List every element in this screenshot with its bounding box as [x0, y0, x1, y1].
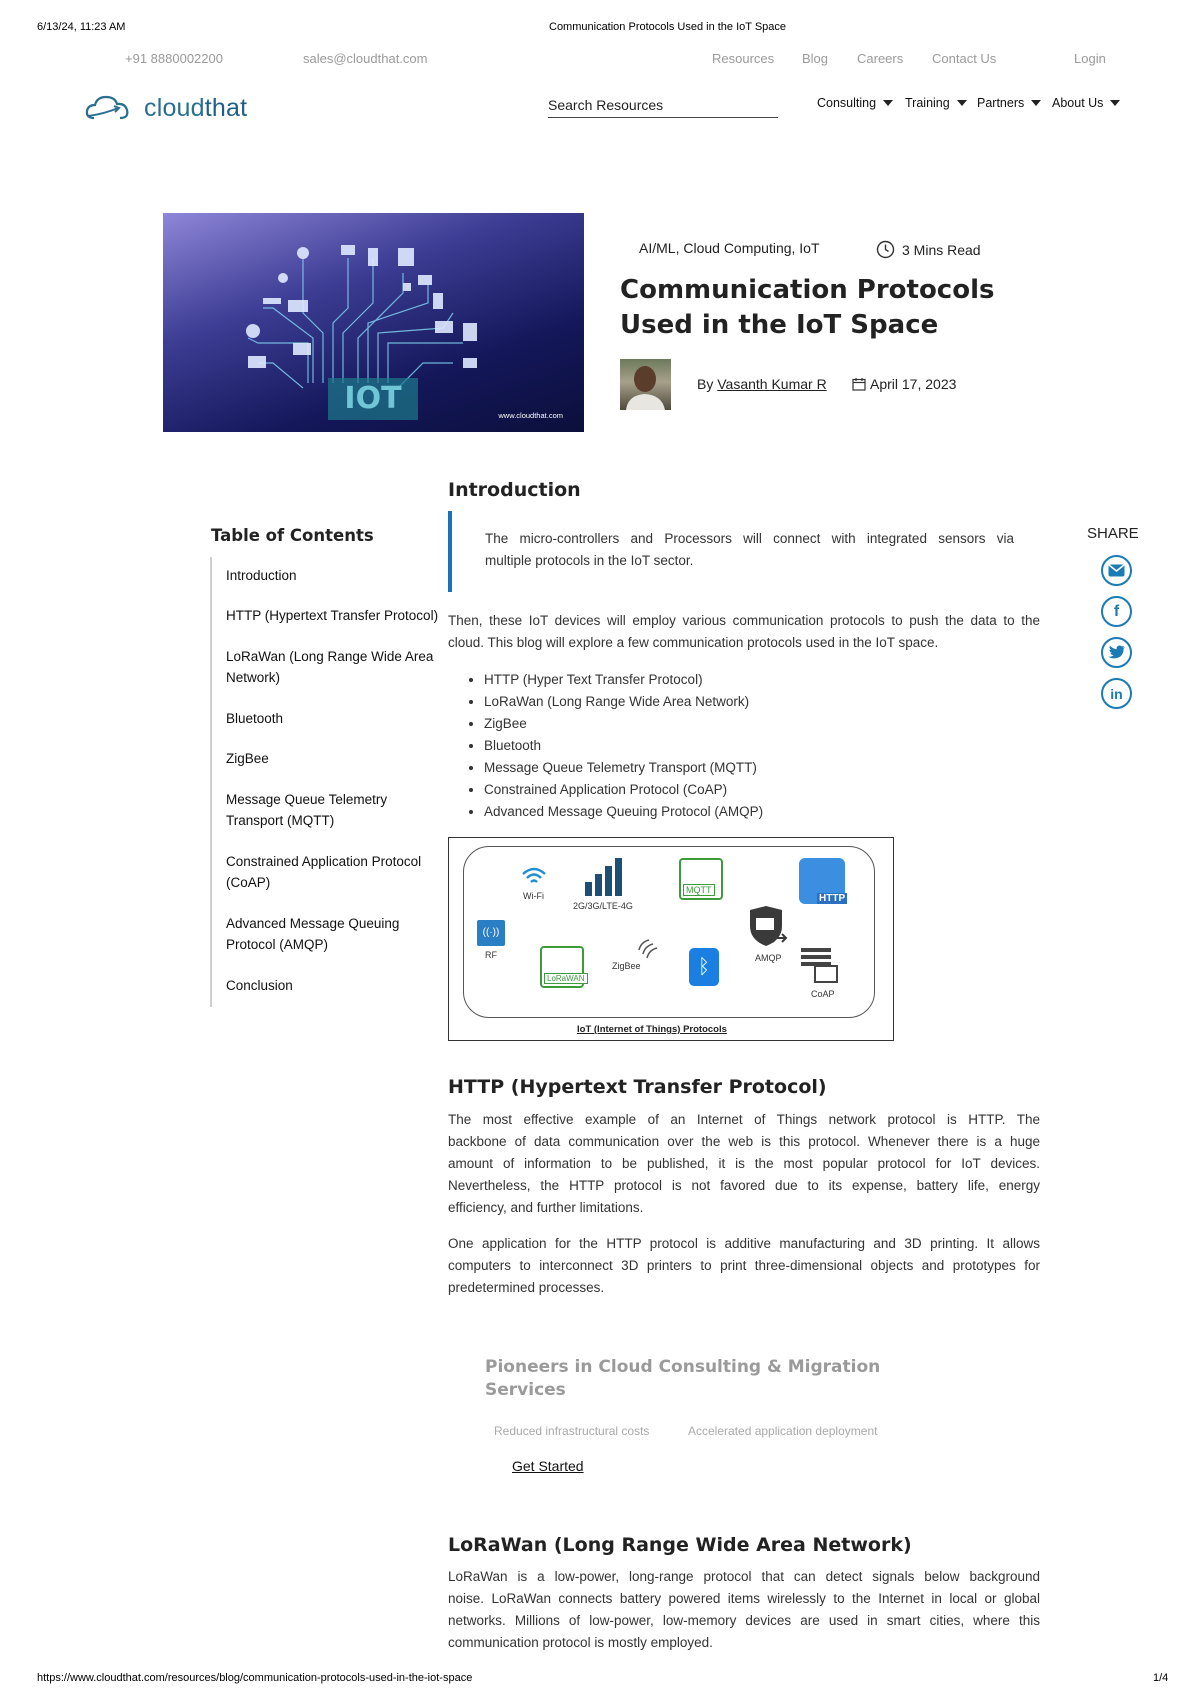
search-placeholder: Search Resources	[548, 97, 664, 113]
list-item: • Message Queue Telemetry Transport (MQTT)	[484, 757, 1008, 779]
toc-item-conclusion[interactable]: Conclusion	[226, 978, 293, 993]
wifi-icon	[521, 866, 547, 886]
chevron-down-icon	[883, 100, 893, 106]
hero-watermark: www.cloudthat.com	[498, 411, 563, 420]
hero-image-text: IOT	[344, 381, 402, 416]
facebook-icon[interactable]: f	[1101, 596, 1132, 627]
toc-item-http[interactable]: HTTP (Hypertext Transfer Protocol)	[226, 608, 439, 623]
get-started-link[interactable]: Get Started	[512, 1458, 584, 1474]
http-paragraph-1: The most effective example of an Internet of Things network protocol is HTTP. The backbone of data communication over the web is this protocol. Whenever there is a huge amount of information to be published, it is the most popular protocol for IoT devices. Nevertheless, the HTTP protocol is not favored due to its expense, battery life, energy efficiency, and further limitations.	[448, 1112, 1040, 1215]
intro-paragraph: Then, these IoT devices will employ various communication protocols to push the data to the cloud. This blog will explore a few communication protocols used in the IoT space.	[448, 613, 1040, 650]
site-logo[interactable]	[84, 88, 284, 128]
calendar-icon	[852, 377, 866, 391]
nav-resources[interactable]: Resources	[712, 51, 775, 66]
list-item: • Bluetooth	[484, 735, 1008, 757]
mqtt-icon: MQTT	[679, 858, 723, 900]
label-wifi: Wi-Fi	[523, 891, 544, 901]
article-title: Communication Protocols Used in the IoT Space	[620, 275, 995, 340]
heading-lorawan: LoRaWan (Long Range Wide Area Network)	[448, 1534, 912, 1556]
list-item: • ZigBee	[484, 713, 1008, 735]
chevron-down-icon	[1031, 100, 1041, 106]
iot-protocols-diagram	[448, 837, 894, 1041]
bluetooth-icon: ᛒ	[689, 948, 719, 986]
http-icon: HTTP	[799, 858, 845, 904]
table-of-contents	[210, 557, 450, 1007]
menu-partners[interactable]: Partners	[977, 96, 1041, 110]
list-item: • Constrained Application Protocol (CoAP)	[484, 779, 1008, 801]
hero-image	[163, 213, 584, 432]
toc-item-lorawan[interactable]: LoRaWan (Long Range Wide Area Network)	[226, 649, 434, 685]
lorawan-paragraph-1: LoRaWan is a low-power, long-range protocol that can detect signals below background noise. LoRaWan connects battery powered items wirelessly to the Internet in local or global networks. Millions of low-power, low-memory devices are used in smart cities, where this communication protocol is mostly employed.	[448, 1569, 1040, 1650]
print-url: https://www.cloudthat.com/resources/blog/communication-protocols-used-in-the-iot-space	[37, 1672, 473, 1684]
print-doc-title: Communication Protocols Used in the IoT Space	[549, 21, 787, 33]
amqp-shield-icon	[744, 906, 790, 950]
diagram-caption: IoT (Internet of Things) Protocols	[577, 1024, 727, 1035]
menu-about-us[interactable]: About Us	[1052, 96, 1120, 110]
email-link[interactable]: sales@cloudthat.com	[303, 51, 428, 66]
logo-wordmark: cloudthat	[144, 93, 248, 122]
lorawan-icon: LoRaWAN	[540, 946, 584, 988]
nav-careers[interactable]: Careers	[857, 51, 904, 66]
read-time: 3 Mins Read	[876, 240, 981, 259]
http-paragraph-2: One application for the HTTP protocol is additive manufacturing and 3D printing. It allows computers to interconnect 3D printers to print three-dimensional objects and prototypes for predetermined processes.	[448, 1236, 1040, 1295]
share-label: SHARE	[1087, 525, 1139, 542]
toc-item-bluetooth[interactable]: Bluetooth	[226, 711, 284, 726]
menu-training[interactable]: Training	[905, 96, 967, 110]
email-icon[interactable]	[1101, 555, 1132, 586]
promo-title: Pioneers in Cloud Consulting & Migration Services	[485, 1357, 881, 1400]
cloud-logo-icon	[84, 90, 140, 126]
list-item: • HTTP (Hyper Text Transfer Protocol)	[484, 669, 1008, 691]
login-link[interactable]: Login	[1074, 51, 1106, 66]
list-item: • Advanced Message Queuing Protocol (AMQP)	[484, 801, 1008, 823]
toc-item-introduction[interactable]: Introduction	[226, 568, 297, 583]
print-datetime: 6/13/24, 11:23 AM	[37, 21, 126, 33]
toc-title: Table of Contents	[211, 526, 374, 545]
protocol-list	[448, 669, 1008, 823]
toc-item-zigbee[interactable]: ZigBee	[226, 751, 269, 766]
list-item: • LoRaWan (Long Range Wide Area Network)	[484, 691, 1008, 713]
article-categories[interactable]: AI/ML, Cloud Computing, IoT	[639, 240, 820, 256]
rf-antenna-icon: ((·))	[477, 920, 505, 946]
toc-item-amqp[interactable]: Advanced Message Queuing Protocol (AMQP)	[226, 916, 400, 952]
author-link[interactable]: Vasanth Kumar R	[717, 376, 827, 392]
byline: By Vasanth Kumar R	[697, 376, 827, 392]
promo-benefit-1: Reduced infrastructural costs	[494, 1424, 650, 1438]
print-page-number: 1/4	[1153, 1672, 1169, 1684]
search-input[interactable]	[548, 97, 778, 118]
chevron-down-icon	[1110, 100, 1120, 106]
coap-document-icon	[799, 946, 841, 984]
intro-blockquote: The micro-controllers and Processors will connect with integrated sensors via multiple protocols in the IoT sector.	[448, 511, 1014, 592]
label-amqp: AMQP	[755, 953, 782, 963]
zigbee-signal-icon	[635, 936, 663, 960]
cellular-signal-icon	[583, 856, 627, 896]
promo-benefit-2: Accelerated application deployment	[688, 1424, 878, 1438]
chevron-down-icon	[957, 100, 967, 106]
toc-item-coap[interactable]: Constrained Application Protocol (CoAP)	[226, 854, 422, 890]
toc-item-mqtt[interactable]: Message Queue Telemetry Transport (MQTT)	[226, 792, 388, 828]
nav-contact-us[interactable]: Contact Us	[932, 51, 997, 66]
heading-http: HTTP (Hypertext Transfer Protocol)	[448, 1076, 827, 1098]
linkedin-icon[interactable]: in	[1101, 678, 1132, 709]
author-avatar	[620, 359, 671, 410]
clock-icon	[876, 240, 895, 259]
menu-consulting[interactable]: Consulting	[817, 96, 893, 110]
nav-blog[interactable]: Blog	[802, 51, 829, 66]
label-coap: CoAP	[811, 989, 835, 999]
heading-introduction: Introduction	[448, 479, 581, 501]
phone-link[interactable]: +91 8880002200	[125, 51, 223, 66]
label-zigbee: ZigBee	[612, 961, 641, 971]
label-rf: RF	[485, 950, 497, 960]
label-cellular: 2G/3G/LTE-4G	[573, 901, 633, 911]
twitter-icon[interactable]	[1101, 637, 1132, 668]
publish-date: April 17, 2023	[852, 376, 956, 392]
